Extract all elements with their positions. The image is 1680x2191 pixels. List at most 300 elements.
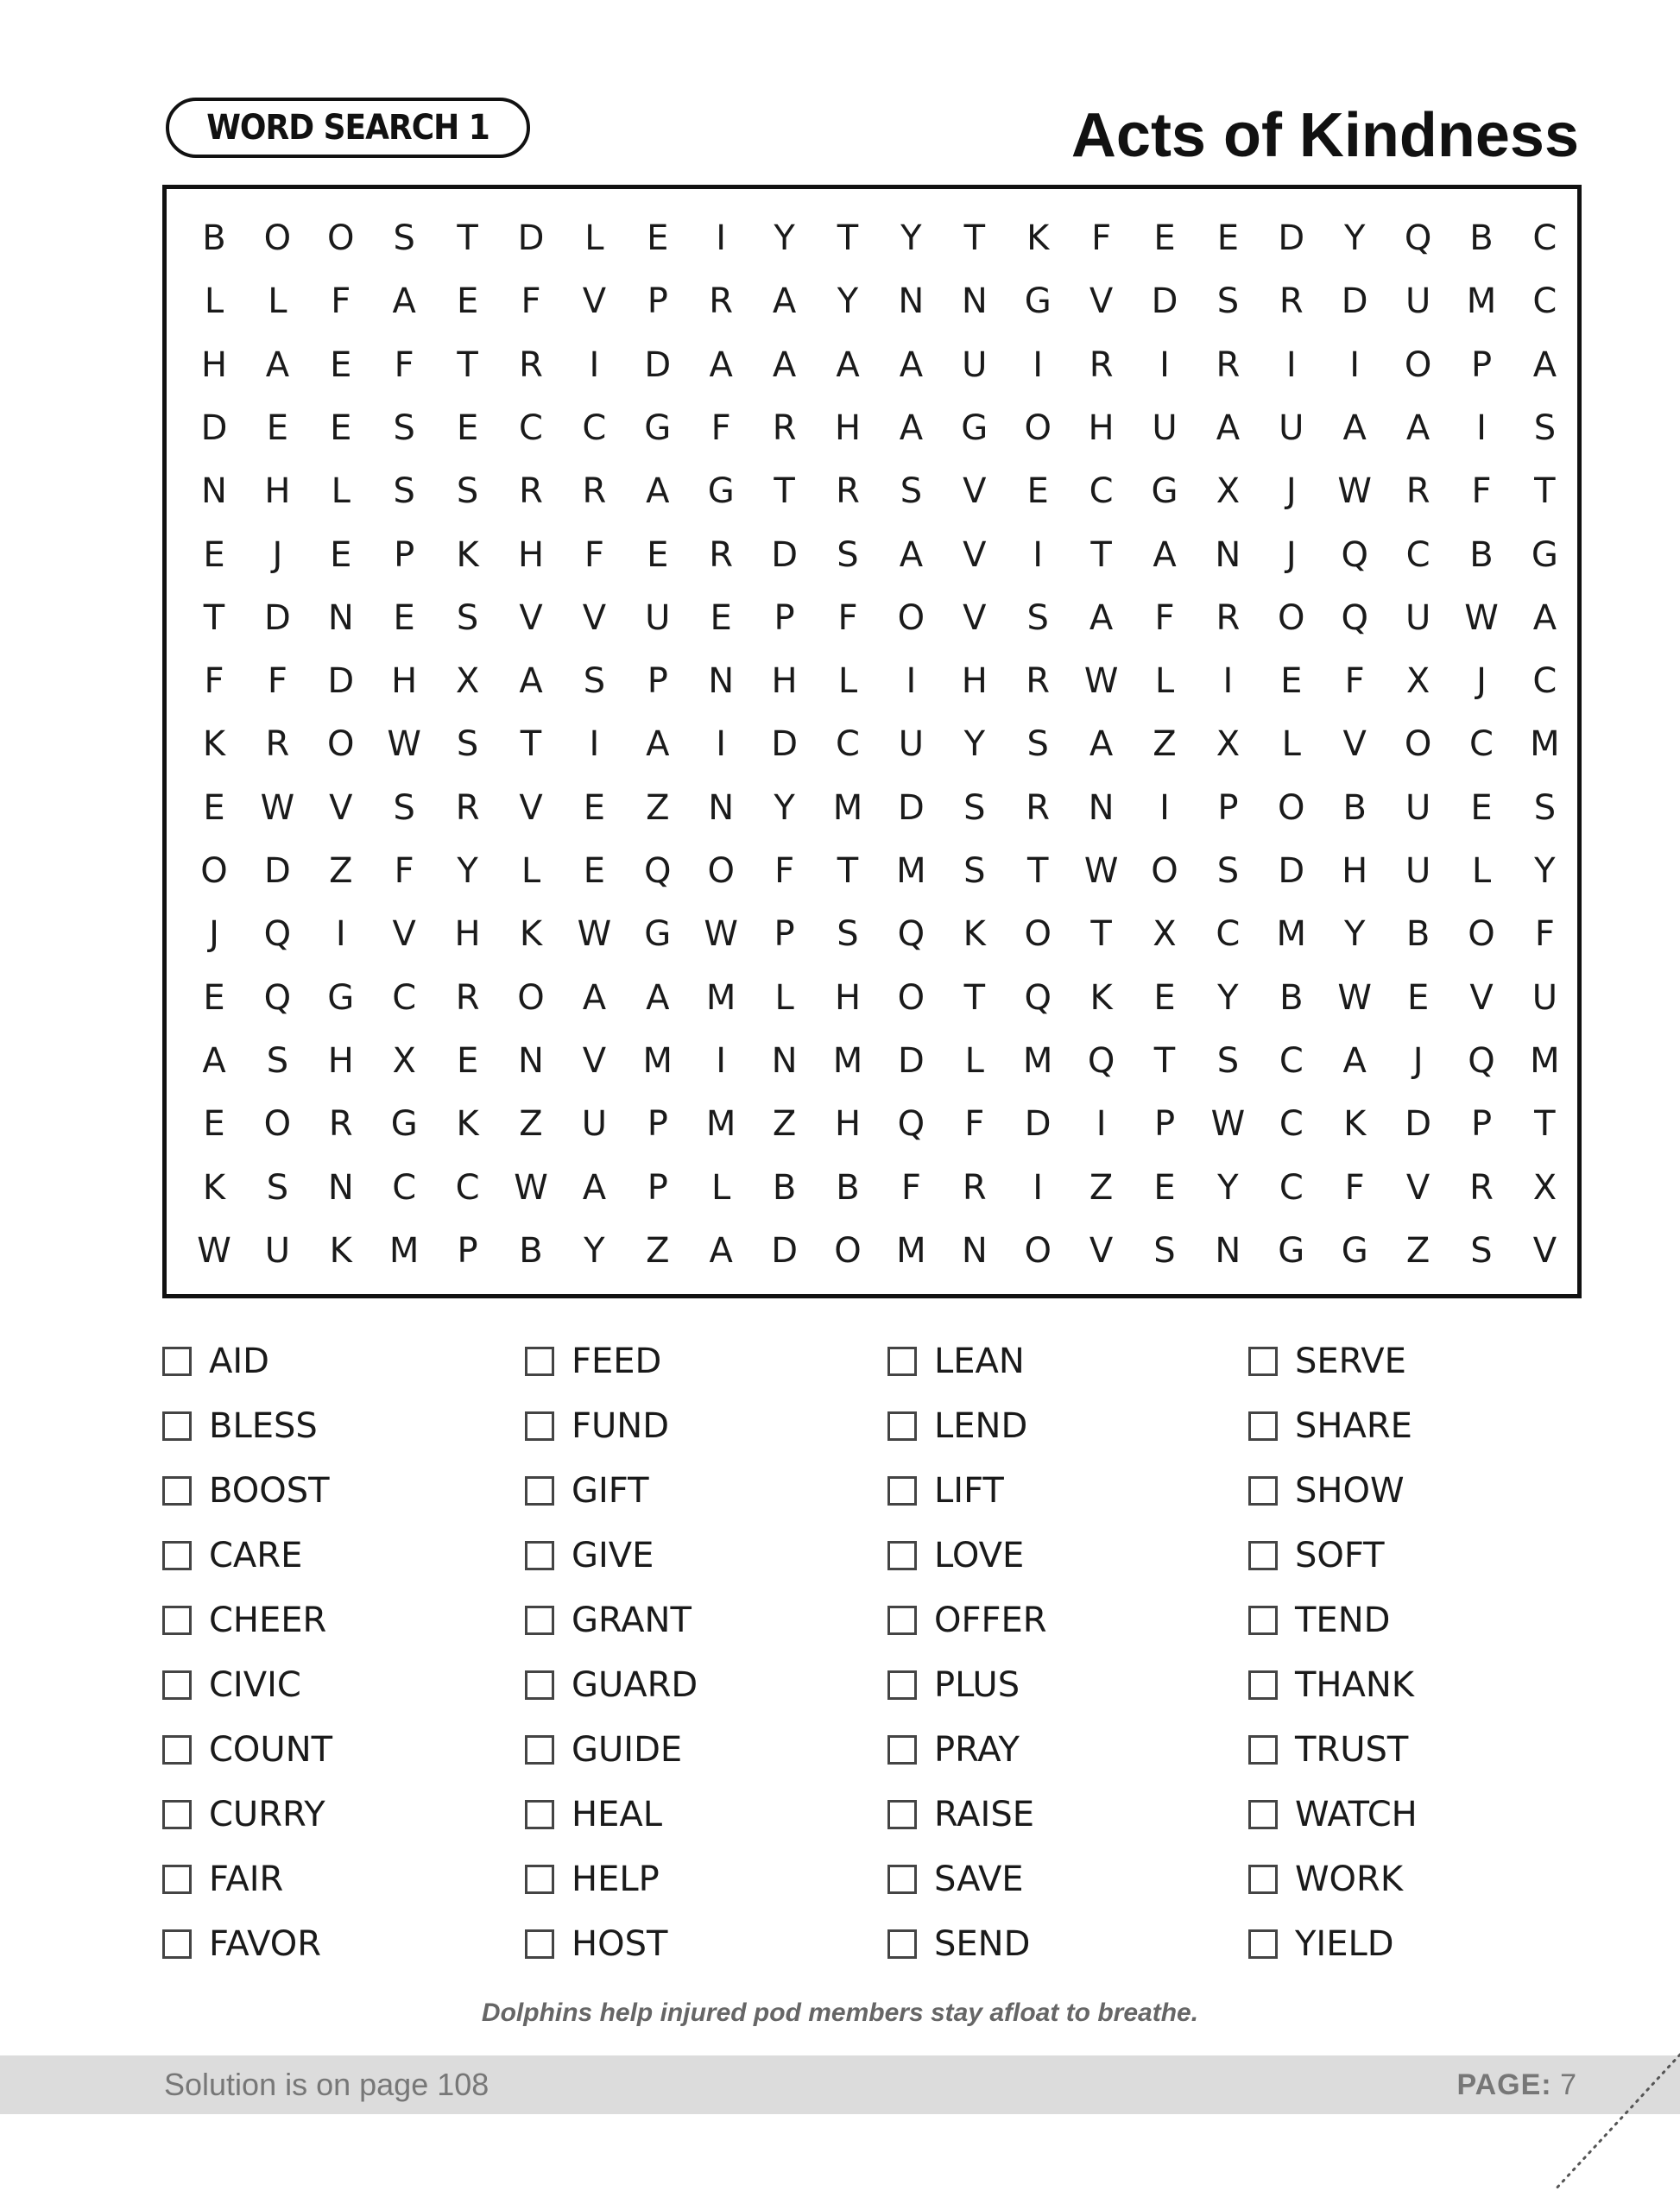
grid-letter[interactable]: J xyxy=(1285,534,1297,575)
grid-letter[interactable]: E xyxy=(393,597,415,638)
grid-letter[interactable]: A xyxy=(709,344,733,385)
grid-letter[interactable]: W xyxy=(387,724,421,765)
grid-letter[interactable]: F xyxy=(584,534,604,575)
grid-letter[interactable]: K xyxy=(456,534,479,575)
grid-letter[interactable]: W xyxy=(1464,597,1499,638)
grid-letter[interactable]: H xyxy=(517,534,545,575)
word-item[interactable] xyxy=(1248,1590,1390,1651)
grid-letter[interactable]: H xyxy=(834,1104,862,1145)
word-checkbox[interactable] xyxy=(887,1735,917,1765)
grid-letter[interactable]: E xyxy=(647,218,669,258)
grid-letter[interactable]: T xyxy=(837,218,859,258)
grid-letter[interactable]: K xyxy=(1343,1104,1367,1145)
grid-letter[interactable]: Y xyxy=(837,281,859,322)
grid-letter[interactable]: E xyxy=(1470,787,1493,828)
grid-letter[interactable]: B xyxy=(772,1167,797,1208)
grid-letter[interactable]: I xyxy=(1033,534,1044,575)
grid-letter[interactable]: Z xyxy=(1153,724,1177,765)
grid-letter[interactable]: R xyxy=(772,407,797,448)
grid-letter[interactable]: R xyxy=(709,534,734,575)
grid-letter[interactable]: F xyxy=(1091,218,1112,258)
grid-letter[interactable]: G xyxy=(707,471,735,512)
grid-letter[interactable]: G xyxy=(1151,471,1178,512)
grid-letter[interactable]: T xyxy=(837,851,859,891)
grid-letter[interactable]: E xyxy=(203,787,225,828)
word-item[interactable] xyxy=(162,1720,332,1780)
grid-letter[interactable]: I xyxy=(716,218,727,258)
grid-letter[interactable]: M xyxy=(705,1104,736,1145)
grid-letter[interactable]: I xyxy=(1033,344,1044,385)
grid-letter[interactable]: S xyxy=(1533,787,1557,828)
grid-letter[interactable]: U xyxy=(898,724,925,765)
grid-letter[interactable]: E xyxy=(1153,977,1176,1018)
grid-letter[interactable]: R xyxy=(328,1104,353,1145)
word-item[interactable] xyxy=(162,1914,321,1974)
grid-letter[interactable]: Q xyxy=(1341,597,1368,638)
word-item[interactable] xyxy=(525,1331,661,1392)
grid-letter[interactable]: I xyxy=(716,1040,727,1081)
grid-letter[interactable]: B xyxy=(1405,914,1431,955)
grid-letter[interactable]: V xyxy=(392,914,416,955)
grid-letter[interactable]: H xyxy=(771,661,798,702)
grid-letter[interactable]: E xyxy=(203,1104,225,1145)
word-checkbox[interactable] xyxy=(525,1476,554,1506)
word-item[interactable] xyxy=(525,1720,682,1780)
grid-letter[interactable]: O xyxy=(327,724,355,765)
grid-letter[interactable]: T xyxy=(963,977,986,1018)
grid-letter[interactable]: M xyxy=(1530,724,1560,765)
grid-letter[interactable]: C xyxy=(1405,534,1431,575)
grid-letter[interactable]: S xyxy=(456,724,479,765)
grid-letter[interactable]: Z xyxy=(646,1230,670,1271)
grid-letter[interactable]: S xyxy=(393,471,415,512)
word-checkbox[interactable] xyxy=(887,1411,917,1441)
grid-letter[interactable]: R xyxy=(455,787,480,828)
word-checkbox[interactable] xyxy=(1248,1929,1278,1959)
grid-letter[interactable]: I xyxy=(1222,661,1234,702)
grid-letter[interactable]: J xyxy=(209,914,219,955)
grid-letter[interactable]: U xyxy=(1405,281,1431,322)
grid-letter[interactable]: V xyxy=(1342,724,1367,765)
grid-letter[interactable]: Q xyxy=(263,914,292,955)
word-item[interactable] xyxy=(162,1784,325,1845)
grid-letter[interactable]: F xyxy=(1344,661,1365,702)
grid-letter[interactable]: C xyxy=(1532,281,1557,322)
grid-letter[interactable]: K xyxy=(1089,977,1113,1018)
word-checkbox[interactable] xyxy=(525,1541,554,1570)
grid-letter[interactable]: T xyxy=(774,471,795,512)
grid-letter[interactable]: L xyxy=(1471,851,1492,891)
grid-letter[interactable]: L xyxy=(774,977,794,1018)
grid-letter[interactable]: X xyxy=(392,1040,416,1081)
grid-letter[interactable]: U xyxy=(264,1230,291,1271)
grid-letter[interactable]: Y xyxy=(774,787,795,828)
grid-letter[interactable]: O xyxy=(263,218,292,258)
grid-letter[interactable]: P xyxy=(1153,1104,1176,1145)
grid-letter[interactable]: X xyxy=(455,661,480,702)
grid-letter[interactable]: Q xyxy=(897,914,925,955)
grid-letter[interactable]: H xyxy=(961,661,988,702)
grid-letter[interactable]: S xyxy=(583,661,606,702)
grid-letter[interactable]: I xyxy=(589,344,600,385)
grid-letter[interactable]: E xyxy=(266,407,289,448)
grid-letter[interactable]: H xyxy=(327,1040,354,1081)
grid-letter[interactable]: A xyxy=(772,344,797,385)
grid-letter[interactable]: A xyxy=(899,407,924,448)
grid-letter[interactable]: E xyxy=(1406,977,1430,1018)
grid-letter[interactable]: R xyxy=(582,471,607,512)
grid-letter[interactable]: G xyxy=(1024,281,1052,322)
grid-letter[interactable]: D xyxy=(1151,281,1178,322)
grid-letter[interactable]: R xyxy=(962,1167,987,1208)
grid-letter[interactable]: P xyxy=(647,1167,668,1208)
grid-letter[interactable]: S xyxy=(266,1167,289,1208)
grid-letter[interactable]: G xyxy=(644,914,672,955)
grid-letter[interactable]: H xyxy=(391,661,418,702)
word-item[interactable] xyxy=(1248,1849,1403,1910)
word-item[interactable] xyxy=(887,1331,1025,1392)
grid-letter[interactable]: V xyxy=(963,534,987,575)
word-item[interactable] xyxy=(162,1331,269,1392)
grid-letter[interactable]: D xyxy=(517,218,545,258)
grid-letter[interactable]: Z xyxy=(646,787,670,828)
grid-letter[interactable]: W xyxy=(260,787,295,828)
grid-letter[interactable]: J xyxy=(1285,471,1297,512)
grid-letter[interactable]: O xyxy=(1278,787,1305,828)
word-item[interactable] xyxy=(162,1461,330,1521)
grid-letter[interactable]: I xyxy=(589,724,600,765)
grid-letter[interactable]: V xyxy=(1089,1230,1114,1271)
grid-letter[interactable]: O xyxy=(200,851,228,891)
grid-letter[interactable]: A xyxy=(1342,1040,1367,1081)
grid-letter[interactable]: A xyxy=(265,344,290,385)
grid-letter[interactable]: A xyxy=(1153,534,1177,575)
grid-letter[interactable]: A xyxy=(202,1040,226,1081)
word-checkbox[interactable] xyxy=(1248,1347,1278,1376)
word-item[interactable] xyxy=(887,1784,1034,1845)
grid-letter[interactable]: V xyxy=(329,787,353,828)
grid-letter[interactable]: V xyxy=(1469,977,1494,1018)
grid-letter[interactable]: D xyxy=(771,534,798,575)
grid-letter[interactable]: X xyxy=(1405,661,1431,702)
grid-letter[interactable]: N xyxy=(327,1167,354,1208)
grid-letter[interactable]: L xyxy=(1154,661,1175,702)
grid-letter[interactable]: L xyxy=(964,1040,984,1081)
grid-letter[interactable]: R xyxy=(1279,281,1304,322)
grid-letter[interactable]: W xyxy=(704,914,738,955)
grid-letter[interactable]: M xyxy=(1022,1040,1053,1081)
grid-letter[interactable]: M xyxy=(388,1230,420,1271)
grid-letter[interactable]: Q xyxy=(263,977,292,1018)
grid-letter[interactable]: M xyxy=(896,1230,926,1271)
grid-letter[interactable]: C xyxy=(392,1167,417,1208)
grid-letter[interactable]: C xyxy=(392,977,417,1018)
grid-letter[interactable]: U xyxy=(1405,787,1431,828)
grid-letter[interactable]: S xyxy=(1470,1230,1493,1271)
grid-letter[interactable]: L xyxy=(837,661,858,702)
grid-letter[interactable]: S xyxy=(1533,407,1557,448)
grid-letter[interactable]: T xyxy=(1090,914,1112,955)
grid-letter[interactable]: A xyxy=(899,344,924,385)
grid-letter[interactable]: S xyxy=(963,851,986,891)
grid-letter[interactable]: U xyxy=(1152,407,1178,448)
grid-letter[interactable]: F xyxy=(394,344,414,385)
grid-letter[interactable]: A xyxy=(772,281,797,322)
grid-letter[interactable]: M xyxy=(832,787,863,828)
grid-letter[interactable]: L xyxy=(711,1167,731,1208)
grid-letter[interactable]: R xyxy=(709,281,734,322)
grid-letter[interactable]: S xyxy=(1153,1230,1176,1271)
word-checkbox[interactable] xyxy=(162,1929,192,1959)
word-checkbox[interactable] xyxy=(1248,1541,1278,1570)
grid-letter[interactable]: N xyxy=(898,281,925,322)
grid-letter[interactable]: T xyxy=(520,724,542,765)
grid-letter[interactable]: Y xyxy=(900,218,922,258)
grid-letter[interactable]: V xyxy=(1089,281,1114,322)
word-checkbox[interactable] xyxy=(887,1347,917,1376)
grid-letter[interactable]: W xyxy=(1083,851,1119,891)
grid-letter[interactable]: N xyxy=(708,787,735,828)
grid-letter[interactable]: N xyxy=(961,281,988,322)
grid-letter[interactable]: S xyxy=(1216,281,1240,322)
grid-letter[interactable]: M xyxy=(1530,1040,1560,1081)
word-checkbox[interactable] xyxy=(887,1476,917,1506)
grid-letter[interactable]: I xyxy=(1159,344,1170,385)
grid-letter[interactable]: N xyxy=(327,597,354,638)
word-item[interactable] xyxy=(1248,1655,1414,1715)
grid-letter[interactable]: C xyxy=(1532,661,1557,702)
grid-letter[interactable]: O xyxy=(707,851,735,891)
grid-letter[interactable]: V xyxy=(519,787,543,828)
word-item[interactable] xyxy=(525,1461,649,1521)
grid-letter[interactable]: K xyxy=(963,914,986,955)
word-item[interactable] xyxy=(887,1396,1027,1456)
grid-letter[interactable]: Z xyxy=(1405,1230,1431,1271)
grid-letter[interactable]: J xyxy=(272,534,283,575)
grid-letter[interactable]: V xyxy=(582,1040,607,1081)
grid-letter[interactable]: H xyxy=(1342,851,1368,891)
word-checkbox[interactable] xyxy=(1248,1476,1278,1506)
grid-letter[interactable]: K xyxy=(519,914,543,955)
grid-letter[interactable]: D xyxy=(1278,851,1305,891)
grid-letter[interactable]: D xyxy=(897,787,925,828)
grid-letter[interactable]: C xyxy=(519,407,543,448)
grid-letter[interactable]: K xyxy=(202,724,226,765)
grid-letter[interactable]: E xyxy=(330,534,352,575)
grid-letter[interactable]: O xyxy=(517,977,545,1018)
grid-letter[interactable]: S xyxy=(1026,724,1049,765)
grid-letter[interactable]: I xyxy=(335,914,346,955)
word-checkbox[interactable] xyxy=(162,1411,192,1441)
grid-letter[interactable]: C xyxy=(1532,218,1557,258)
grid-letter[interactable]: A xyxy=(1532,597,1557,638)
word-checkbox[interactable] xyxy=(525,1865,554,1894)
grid-letter[interactable]: W xyxy=(514,1167,548,1208)
grid-letter[interactable]: G xyxy=(1278,1230,1305,1271)
word-checkbox[interactable] xyxy=(162,1865,192,1894)
grid-letter[interactable]: N xyxy=(1088,787,1115,828)
word-item[interactable] xyxy=(887,1655,1020,1715)
word-item[interactable] xyxy=(162,1590,326,1651)
grid-letter[interactable]: Z xyxy=(329,851,353,891)
grid-letter[interactable]: F xyxy=(1344,1167,1365,1208)
word-checkbox[interactable] xyxy=(887,1670,917,1700)
grid-letter[interactable]: V xyxy=(963,597,987,638)
grid-letter[interactable]: W xyxy=(1337,471,1372,512)
grid-letter[interactable]: C xyxy=(1469,724,1494,765)
word-checkbox[interactable] xyxy=(162,1541,192,1570)
grid-letter[interactable]: E xyxy=(456,281,479,322)
grid-letter[interactable]: K xyxy=(456,1104,479,1145)
grid-letter[interactable]: G xyxy=(390,1104,418,1145)
word-checkbox[interactable] xyxy=(887,1865,917,1894)
grid-letter[interactable]: C xyxy=(1279,1167,1304,1208)
grid-letter[interactable]: B xyxy=(202,218,226,258)
grid-letter[interactable]: E xyxy=(456,407,479,448)
grid-letter[interactable]: S xyxy=(900,471,923,512)
word-item[interactable] xyxy=(887,1525,1024,1586)
word-item[interactable] xyxy=(162,1655,301,1715)
grid-letter[interactable]: A xyxy=(519,661,543,702)
grid-letter[interactable]: R xyxy=(1216,597,1241,638)
grid-letter[interactable]: F xyxy=(711,407,731,448)
grid-letter[interactable]: A xyxy=(709,1230,733,1271)
word-checkbox[interactable] xyxy=(525,1670,554,1700)
grid-letter[interactable]: P xyxy=(647,281,668,322)
grid-letter[interactable]: A xyxy=(1532,344,1557,385)
grid-letter[interactable]: N xyxy=(518,1040,544,1081)
grid-letter[interactable]: D xyxy=(1405,1104,1431,1145)
grid-letter[interactable]: U xyxy=(1405,851,1431,891)
grid-letter[interactable]: Y xyxy=(1217,1167,1239,1208)
grid-letter[interactable]: L xyxy=(268,281,287,322)
grid-letter[interactable]: L xyxy=(1281,724,1301,765)
grid-letter[interactable]: U xyxy=(962,344,988,385)
grid-letter[interactable]: Y xyxy=(584,1230,605,1271)
grid-letter[interactable]: Y xyxy=(1534,851,1556,891)
grid-letter[interactable]: S xyxy=(393,218,415,258)
grid-letter[interactable]: C xyxy=(836,724,860,765)
grid-letter[interactable]: K xyxy=(202,1167,226,1208)
grid-letter[interactable]: I xyxy=(1285,344,1297,385)
grid-letter[interactable]: H xyxy=(264,471,291,512)
grid-letter[interactable]: C xyxy=(1089,471,1114,512)
grid-letter[interactable]: R xyxy=(1026,661,1051,702)
grid-letter[interactable]: H xyxy=(200,344,228,385)
grid-letter[interactable]: S xyxy=(963,787,986,828)
grid-letter[interactable]: U xyxy=(1405,597,1431,638)
grid-letter[interactable]: D xyxy=(263,597,291,638)
grid-letter[interactable]: Y xyxy=(1343,914,1366,955)
grid-letter[interactable]: H xyxy=(834,977,862,1018)
grid-letter[interactable]: N xyxy=(201,471,227,512)
grid-letter[interactable]: C xyxy=(582,407,607,448)
grid-letter[interactable]: X xyxy=(1216,724,1241,765)
grid-letter[interactable]: A xyxy=(1342,407,1367,448)
grid-letter[interactable]: F xyxy=(394,851,414,891)
grid-letter[interactable]: D xyxy=(327,661,355,702)
word-item[interactable] xyxy=(162,1396,318,1456)
grid-letter[interactable]: R xyxy=(1089,344,1114,385)
word-checkbox[interactable] xyxy=(525,1929,554,1959)
grid-letter[interactable]: V xyxy=(1532,1230,1557,1271)
grid-letter[interactable]: X xyxy=(1153,914,1177,955)
grid-letter[interactable]: D xyxy=(771,1230,798,1271)
grid-letter[interactable]: W xyxy=(1083,661,1119,702)
grid-letter[interactable]: F xyxy=(1534,914,1555,955)
grid-letter[interactable]: Q xyxy=(644,851,672,891)
grid-letter[interactable]: A xyxy=(582,1167,607,1208)
grid-letter[interactable]: D xyxy=(200,407,228,448)
grid-letter[interactable]: E xyxy=(1280,661,1303,702)
grid-letter[interactable]: F xyxy=(1471,471,1492,512)
grid-letter[interactable]: T xyxy=(963,218,986,258)
grid-letter[interactable]: E xyxy=(456,1040,479,1081)
grid-letter[interactable]: R xyxy=(455,977,480,1018)
grid-letter[interactable]: F xyxy=(837,597,858,638)
word-checkbox[interactable] xyxy=(162,1670,192,1700)
grid-letter[interactable]: Q xyxy=(1468,1040,1495,1081)
word-checkbox[interactable] xyxy=(525,1606,554,1635)
word-item[interactable] xyxy=(1248,1396,1412,1456)
grid-letter[interactable]: O xyxy=(1468,914,1495,955)
grid-letter[interactable]: T xyxy=(457,218,478,258)
grid-letter[interactable]: S xyxy=(837,914,859,955)
grid-letter[interactable]: A xyxy=(1405,407,1431,448)
grid-letter[interactable]: E xyxy=(203,977,225,1018)
word-item[interactable] xyxy=(525,1914,667,1974)
word-checkbox[interactable] xyxy=(162,1476,192,1506)
grid-letter[interactable]: B xyxy=(1469,534,1494,575)
grid-letter[interactable]: C xyxy=(1279,1104,1304,1145)
grid-letter[interactable]: Y xyxy=(1217,977,1239,1018)
grid-letter[interactable]: R xyxy=(836,471,860,512)
grid-letter[interactable]: M xyxy=(642,1040,673,1081)
grid-letter[interactable]: B xyxy=(519,1230,543,1271)
word-item[interactable] xyxy=(1248,1784,1418,1845)
grid-letter[interactable]: M xyxy=(705,977,736,1018)
grid-letter[interactable]: E xyxy=(1026,471,1049,512)
grid-letter[interactable]: G xyxy=(961,407,988,448)
grid-letter[interactable]: S xyxy=(1216,1040,1240,1081)
grid-letter[interactable]: B xyxy=(1342,787,1367,828)
grid-letter[interactable]: D xyxy=(897,1040,925,1081)
grid-letter[interactable]: C xyxy=(1216,914,1241,955)
grid-letter[interactable]: F xyxy=(267,661,287,702)
grid-letter[interactable]: A xyxy=(582,977,607,1018)
grid-letter[interactable]: G xyxy=(327,977,355,1018)
grid-letter[interactable]: Q xyxy=(897,1104,925,1145)
grid-letter[interactable]: P xyxy=(1470,344,1493,385)
word-item[interactable] xyxy=(887,1914,1030,1974)
grid-letter[interactable]: V xyxy=(519,597,543,638)
grid-letter[interactable]: N xyxy=(1215,534,1241,575)
word-checkbox[interactable] xyxy=(162,1735,192,1765)
grid-letter[interactable]: C xyxy=(455,1167,480,1208)
grid-letter[interactable]: D xyxy=(1278,218,1305,258)
grid-letter[interactable]: Q xyxy=(1341,534,1368,575)
grid-letter[interactable]: S xyxy=(393,407,415,448)
grid-letter[interactable]: T xyxy=(203,597,225,638)
grid-letter[interactable]: R xyxy=(519,471,543,512)
grid-letter[interactable]: B xyxy=(836,1167,860,1208)
grid-letter[interactable]: U xyxy=(1532,977,1558,1018)
grid-letter[interactable]: N xyxy=(961,1230,988,1271)
grid-letter[interactable]: E xyxy=(203,534,225,575)
word-checkbox[interactable] xyxy=(162,1347,192,1376)
grid-letter[interactable]: F xyxy=(331,281,351,322)
grid-letter[interactable]: K xyxy=(1026,218,1050,258)
